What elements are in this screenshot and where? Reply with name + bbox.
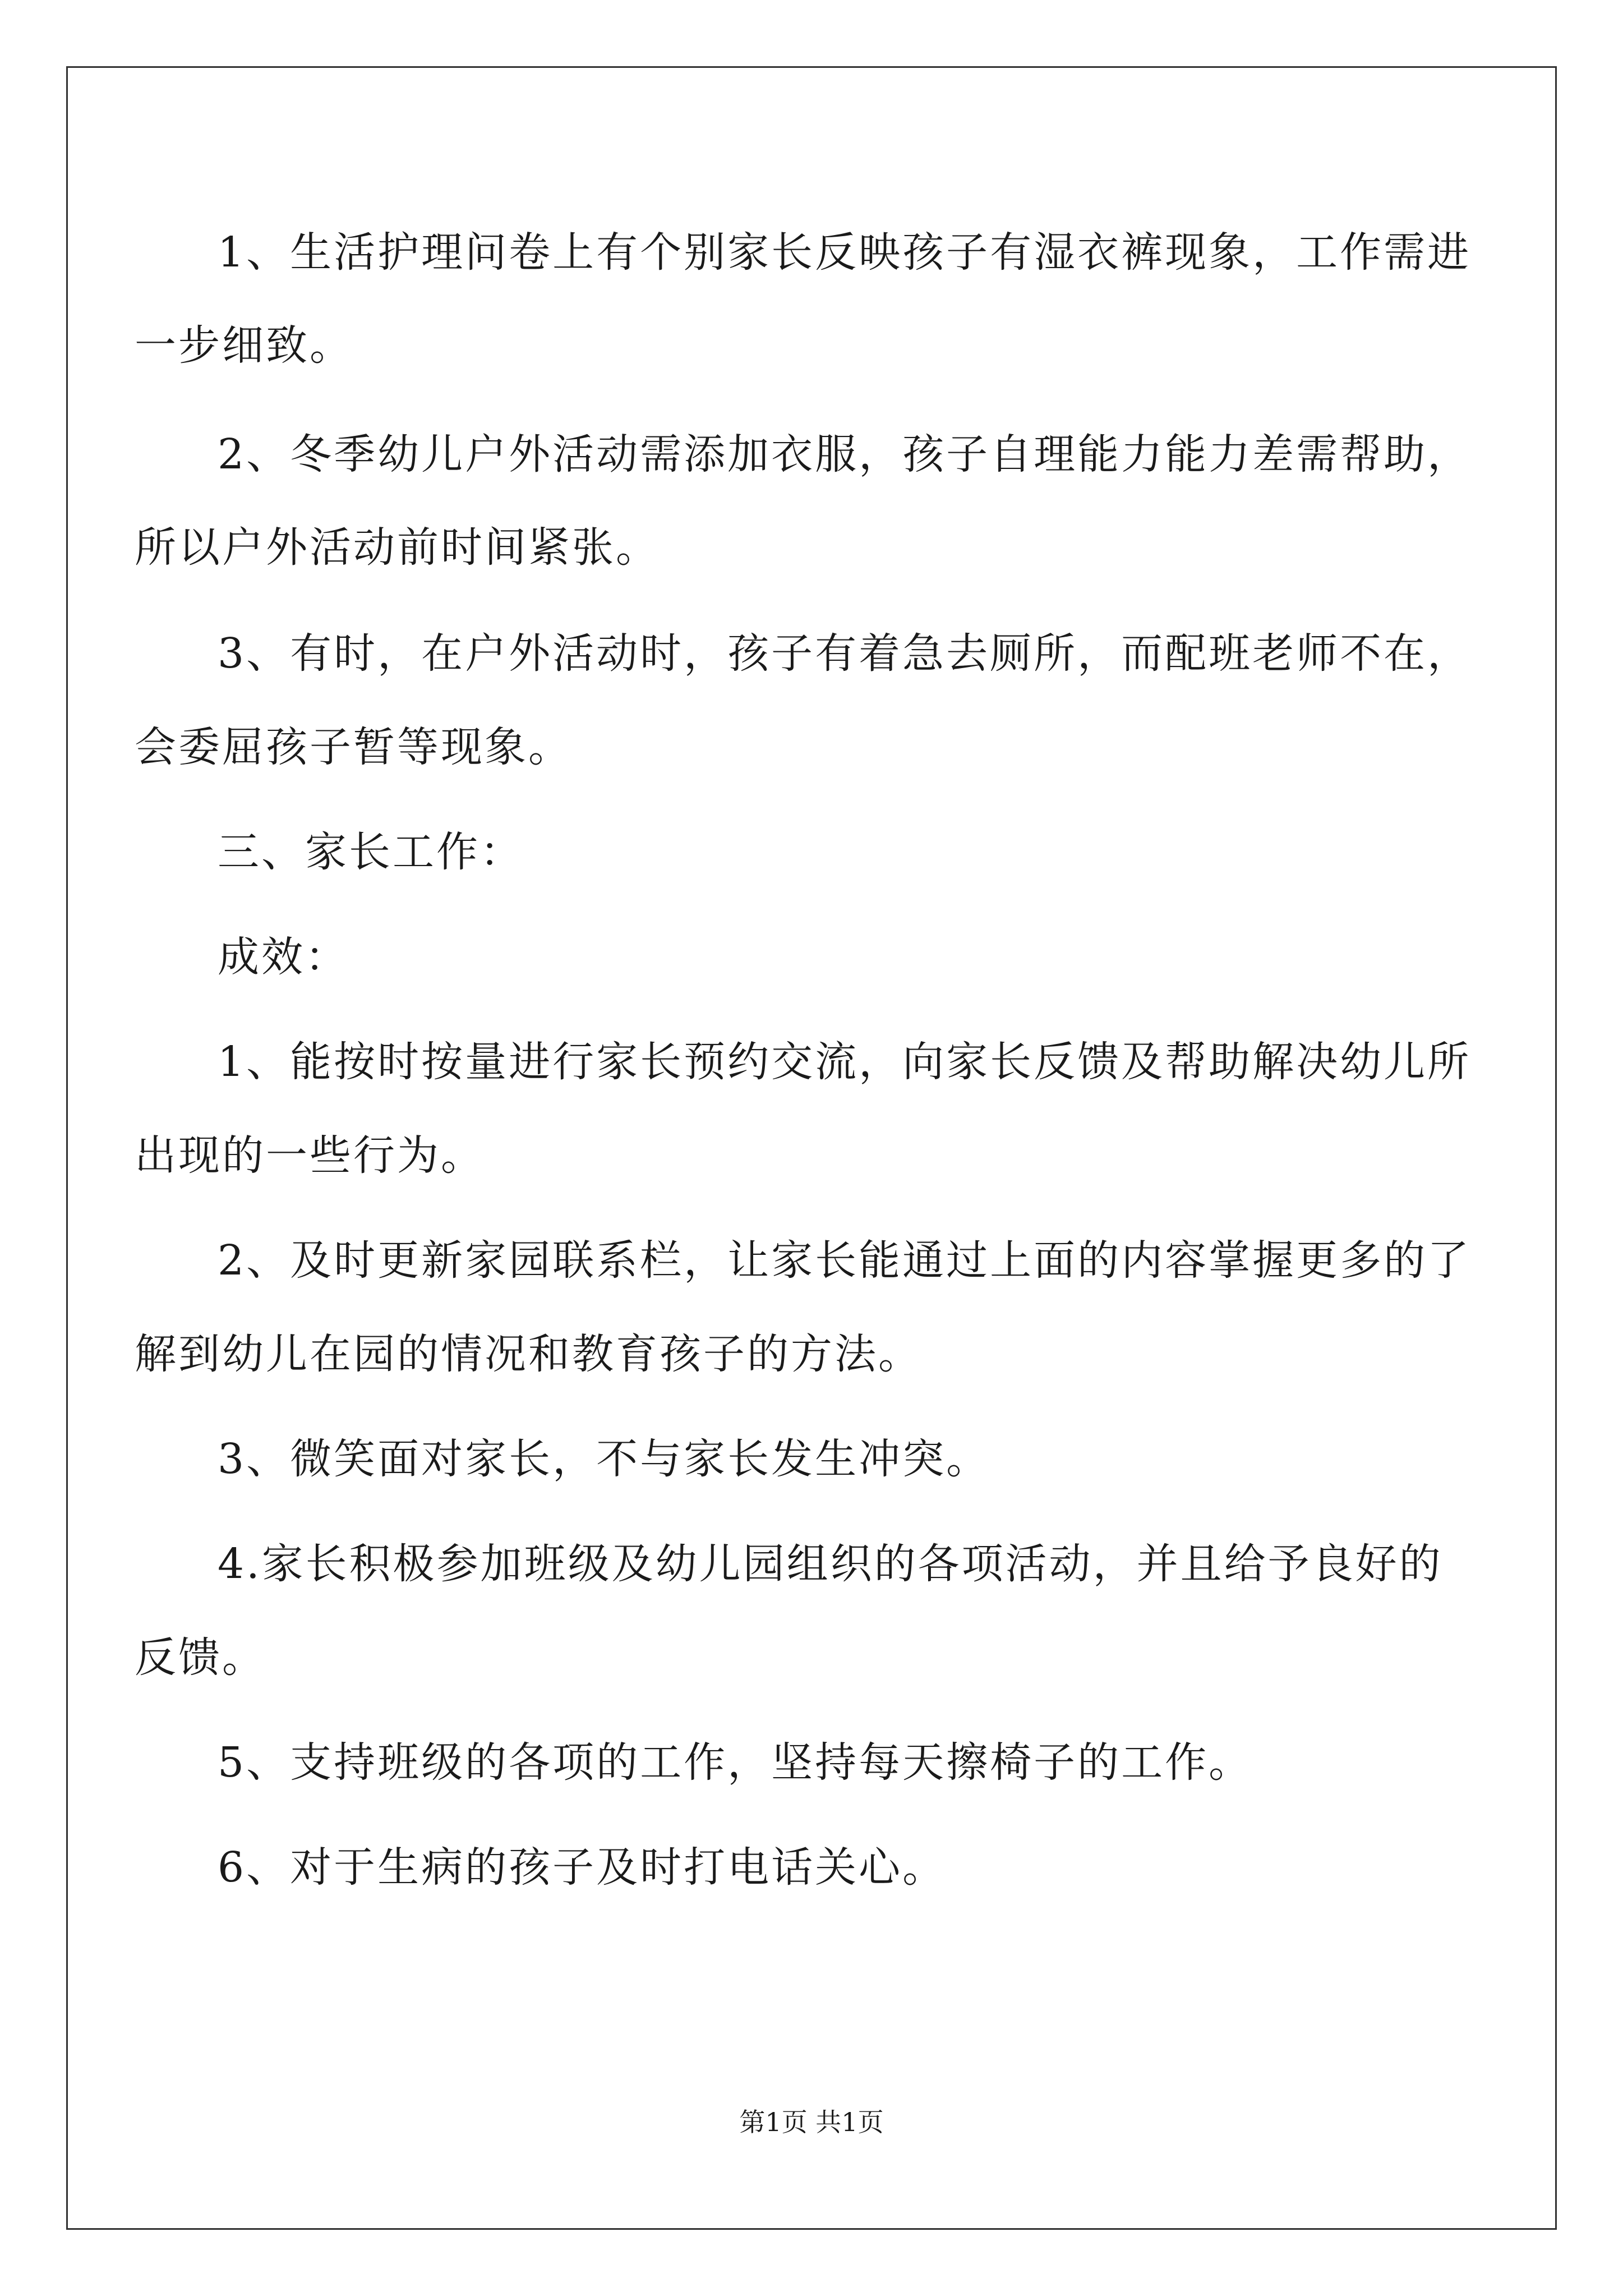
paragraph-line: 1、生活护理问卷上有个别家长反映孩子有湿衣裤现象，工作需进 — [218, 228, 1472, 277]
paragraph-line: 2、及时更新家园联系栏，让家长能通过上面的内容掌握更多的了 — [218, 1236, 1472, 1285]
paragraph-line: 5、支持班级的各项的工作，坚持每天擦椅子的工作。 — [218, 1738, 1253, 1787]
paragraph-line: 3、微笑面对家长，不与家长发生冲突。 — [218, 1435, 990, 1483]
paragraph-line: 1、能按时按量进行家长预约交流，向家长反馈及帮助解决幼儿所 — [218, 1038, 1472, 1086]
paragraph-line: 所以户外活动前时间紧张。 — [135, 523, 660, 572]
paragraph-line: 6、对于生病的孩子及时打电话关心。 — [218, 1843, 947, 1892]
paragraph-line: 2、冬季幼儿户外活动需添加衣服，孩子自理能力能力差需帮助， — [218, 430, 1472, 478]
page-number-footer: 第1页 共1页 — [739, 2107, 884, 2137]
paragraph-line: 反馈。 — [135, 1634, 266, 1682]
paragraph-line: 一步细致。 — [135, 321, 353, 370]
paragraph-line: 4.家长积极参加班级及幼儿园组织的各项活动，并且给予良好的 — [218, 1540, 1443, 1588]
subheading: 成效： — [218, 933, 349, 981]
paragraph-line: 解到幼儿在园的情况和教育孩子的方法。 — [135, 1330, 922, 1378]
paragraph-line: 出现的一些行为。 — [135, 1131, 485, 1180]
paragraph-line: 会委屈孩子暂等现象。 — [135, 723, 572, 771]
paragraph-line: 3、有时，在户外活动时，孩子有着急去厕所，而配班老师不在， — [218, 629, 1472, 678]
section-heading: 三、家长工作： — [218, 828, 524, 876]
